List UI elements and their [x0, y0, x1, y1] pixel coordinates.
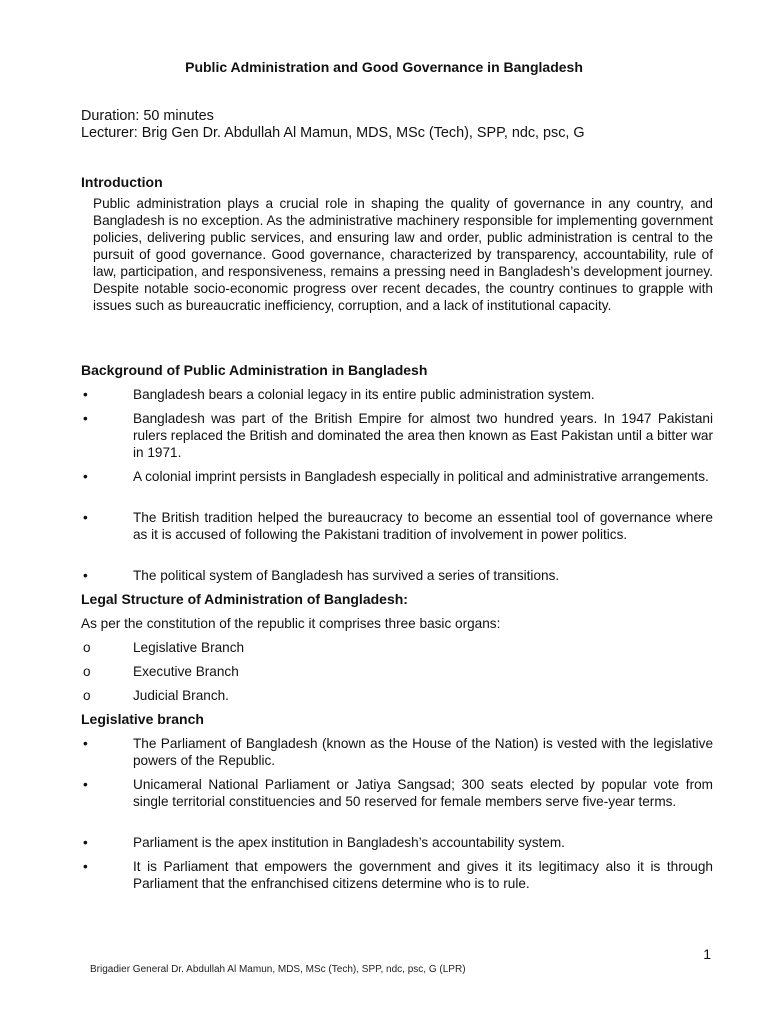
- legal-structure-heading: Legal Structure of Administration of Bangladesh:: [81, 591, 408, 607]
- document-title: Public Administration and Good Governance in Bangladesh: [185, 59, 583, 75]
- legislative-heading: Legislative branch: [81, 711, 204, 727]
- list-item-text: Judicial Branch.: [133, 688, 229, 703]
- circle-marker: o: [83, 664, 91, 679]
- list-item-text: It is Parliament that empowers the government and gives it its legitimacy also it is through Parliament that the enfranchised citizens determine who is to rule.: [133, 859, 713, 891]
- list-item-text: Executive Branch: [133, 664, 239, 679]
- duration-text: Duration: 50 minutes: [81, 108, 214, 124]
- legal-structure-intro: As per the constitution of the republic it comprises three basic organs:: [81, 616, 501, 631]
- bullet-marker: •: [83, 859, 88, 874]
- list-item-text: The political system of Bangladesh has survived a series of transitions.: [133, 568, 560, 583]
- lecturer-text: Lecturer: Brig Gen Dr. Abdullah Al Mamun, MDS, MSc (Tech), SPP, ndc, psc, G: [81, 125, 585, 141]
- bullet-marker: •: [83, 777, 88, 792]
- page-footer: Brigadier General Dr. Abdullah Al Mamun, MDS, MSc (Tech), SPP, ndc, psc, G (LPR): [90, 964, 466, 975]
- bullet-marker: •: [83, 835, 88, 850]
- bullet-marker: •: [83, 387, 88, 402]
- bullet-marker: •: [83, 510, 88, 525]
- bullet-marker: •: [83, 736, 88, 751]
- list-item-text: Legislative Branch: [133, 640, 245, 655]
- introduction-heading: Introduction: [81, 174, 163, 190]
- list-item-text: Unicameral National Parliament or Jatiya Sangsad; 300 seats elected by popular vote from single territorial constituencies and 50 reserved for female members serve five-year terms.: [133, 777, 713, 809]
- list-item-text: The Parliament of Bangladesh (known as the House of the Nation) is vested with the legislative powers of the Republic.: [133, 736, 713, 768]
- introduction-paragraph: Public administration plays a crucial role in shaping the quality of governance in any country, and Bangladesh is no exception. As the administrative machinery responsible for implementing government policies, delivering public services, and ensuring law and order, public administration is central to the pursuit of good governance. Good governance, characterized by transparency, accountability, rule of law, participation, and responsiveness, remains a pressing need in Bangladesh’s development journey. Despite notable socio-economic progress over recent decades, the country continues to grapple with issues such as bureaucratic inefficiency, corruption, and a lack of institutional capacity.: [93, 196, 713, 313]
- bullet-marker: •: [83, 469, 88, 484]
- list-item-text: Bangladesh bears a colonial legacy in its entire public administration system.: [133, 387, 595, 402]
- bullet-marker: •: [83, 568, 88, 583]
- background-heading: Background of Public Administration in Bangladesh: [81, 362, 428, 378]
- page-number: 1: [703, 946, 711, 962]
- list-item-text: The British tradition helped the bureaucracy to become an essential tool of governance where as it is accused of following the Pakistani tradition of involvement in power politics.: [133, 510, 713, 542]
- circle-marker: o: [83, 688, 91, 703]
- bullet-marker: •: [83, 411, 88, 426]
- list-item-text: Bangladesh was part of the British Empire for almost two hundred years. In 1947 Pakistani rulers replaced the British and dominated the area then known as East Pakistan until a bitter war in 1971.: [133, 411, 713, 460]
- list-item-text: A colonial imprint persists in Bangladesh especially in political and administrative arrangements.: [133, 469, 709, 484]
- list-item-text: Parliament is the apex institution in Bangladesh’s accountability system.: [133, 835, 565, 850]
- circle-marker: o: [83, 640, 91, 655]
